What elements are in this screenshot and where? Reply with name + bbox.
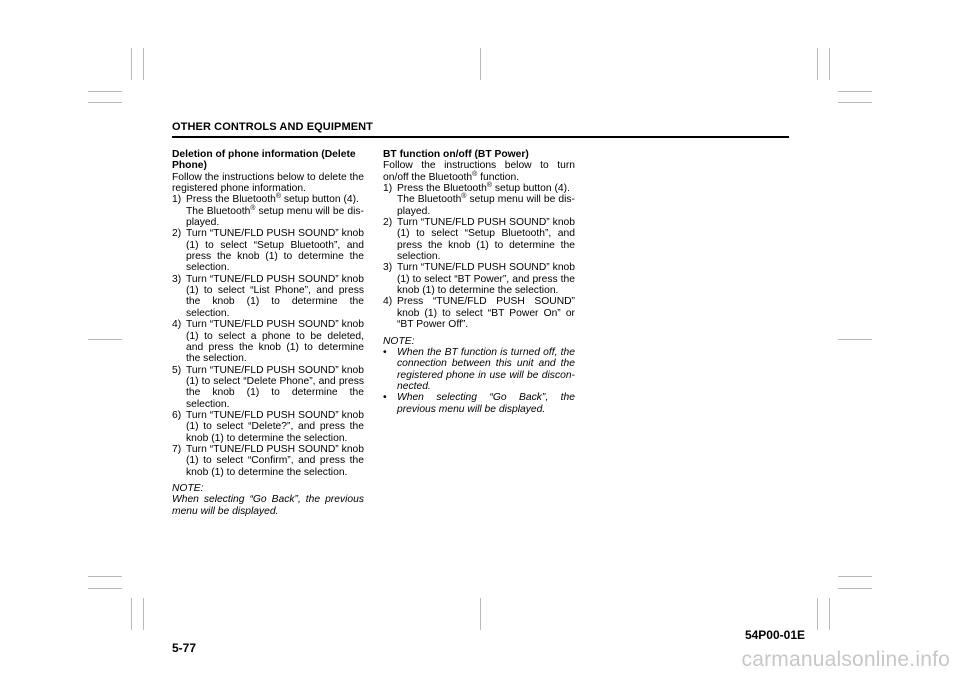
step-number: 6): [172, 409, 182, 421]
crop-mark: [88, 588, 122, 589]
crop-mark: [88, 339, 122, 340]
crop-mark: [817, 598, 818, 630]
list-item: [383, 347, 575, 392]
note-text: When selecting “Go Back”, the previous menu will be displayed.: [172, 494, 364, 517]
list-item: [172, 365, 364, 410]
step-number: 2): [383, 217, 393, 229]
bt-power-steps: [383, 183, 575, 330]
intro-text: Follow the instructions below to turn on/off the Bluetooth: [383, 160, 575, 183]
list-item: [383, 296, 575, 330]
list-item: [172, 228, 364, 273]
step-number: 7): [172, 443, 182, 455]
crop-mark: [88, 576, 122, 577]
intro-text: function.: [477, 171, 520, 183]
step-text: Press the Bluetooth: [397, 183, 487, 195]
step-number: 3): [172, 273, 182, 285]
delete-phone-steps: [172, 194, 364, 478]
step-text: Turn “TUNE/FLD PUSH SOUND” knob (1) to select “Setup Bluetooth”, and press the knob (1) to determine the selection.: [186, 228, 364, 274]
step-text: Turn “TUNE/FLD PUSH SOUND” knob (1) to select “Delete Phone”, and press the knob (1) to determine the selection.: [186, 364, 364, 410]
list-item: [383, 392, 575, 415]
bt-power-intro: [383, 160, 575, 183]
left-column: [172, 149, 364, 517]
step-number: 5): [172, 364, 182, 376]
step-number: 4): [383, 296, 393, 308]
note-text: When the BT function is turned off, the connection between this unit and the registered phone in use will be discon-nected.: [397, 346, 575, 392]
step-text: Press the Bluetooth: [186, 194, 276, 206]
list-item: [172, 444, 364, 478]
header-rule: [172, 136, 789, 138]
crop-mark: [480, 598, 481, 630]
step-text: The Bluetooth: [186, 205, 251, 217]
crop-mark: [143, 48, 144, 80]
delete-phone-heading: Deletion of phone information (Delete Phone): [172, 149, 356, 172]
step-text: The Bluetooth: [397, 194, 462, 206]
registered-mark: ®: [472, 170, 478, 178]
bt-power-heading: BT function on/off (BT Power): [383, 149, 529, 160]
note-label: NOTE:: [172, 482, 204, 494]
list-item: [383, 183, 575, 217]
step-text: Turn “TUNE/FLD PUSH SOUND” knob (1) to select “Delete?”, and press the knob (1) to determine the selection.: [186, 409, 364, 444]
list-item: [383, 262, 575, 296]
step-text: Turn “TUNE/FLD PUSH SOUND” knob (1) to select “BT Power”, and press the knob (1) to determine the selection.: [397, 262, 575, 297]
crop-mark: [817, 48, 818, 80]
crop-mark: [88, 91, 122, 92]
crop-mark: [838, 102, 872, 103]
crop-mark: [88, 102, 122, 103]
crop-mark: [143, 598, 144, 630]
crop-mark: [838, 576, 872, 577]
crop-mark: [480, 48, 481, 80]
step-number: 4): [172, 319, 182, 331]
crop-mark: [838, 91, 872, 92]
bullet-icon: •: [383, 392, 387, 404]
delete-phone-intro: Follow the instructions below to delete the registered phone information.: [172, 171, 364, 195]
step-text: setup menu will be dis-played.: [397, 194, 575, 217]
step-text: Press “TUNE/FLD PUSH SOUND” knob (1) to select “BT Power On” or “BT Power Off”.: [397, 296, 575, 331]
step-text: Turn “TUNE/FLD PUSH SOUND” knob (1) to select a phone to be deleted, and press the knob (1) to determine the selection.: [186, 319, 364, 365]
step-number: 2): [172, 228, 182, 240]
list-item: [172, 194, 364, 228]
registered-mark: ®: [461, 193, 467, 201]
list-item: [383, 217, 575, 262]
crop-mark: [838, 339, 872, 340]
crop-mark: [838, 588, 872, 589]
step-text: setup button (4).: [492, 183, 570, 195]
step-text: Turn “TUNE/FLD PUSH SOUND” knob (1) to select “Setup Bluetooth”, and press the knob (1) to determine the selection.: [397, 217, 575, 263]
crop-mark: [829, 48, 830, 80]
page-number: 5-77: [172, 641, 197, 655]
step-text: setup menu will be dis-played.: [186, 205, 364, 229]
right-column: [383, 149, 575, 415]
crop-mark: [131, 598, 132, 630]
step-text: Turn “TUNE/FLD PUSH SOUND” knob (1) to select “List Phone”, and press the knob (1) to determine the selection.: [186, 273, 364, 319]
step-number: 3): [383, 262, 393, 274]
bullet-icon: •: [383, 346, 387, 358]
list-item: [172, 410, 364, 444]
note-list: [383, 347, 575, 415]
list-item: [172, 274, 364, 319]
registered-mark: ®: [486, 182, 493, 190]
crop-mark: [829, 598, 830, 630]
step-number: 1): [383, 183, 393, 195]
registered-mark: ®: [275, 193, 282, 201]
step-text: setup button (4).: [281, 194, 359, 206]
crop-mark: [131, 48, 132, 80]
list-item: [172, 319, 364, 364]
note-label: NOTE:: [383, 335, 415, 347]
registered-mark: ®: [250, 204, 256, 212]
note-text: When selecting “Go Back”, the previous menu will be displayed.: [397, 392, 575, 415]
step-number: 1): [172, 194, 182, 206]
document-code: 54P00-01E: [744, 628, 805, 642]
section-title: OTHER CONTROLS AND EQUIPMENT: [172, 121, 374, 133]
watermark: carmanualsonline.info: [741, 648, 950, 671]
step-text: Turn “TUNE/FLD PUSH SOUND” knob (1) to select “Confirm”, and press the knob (1) to determine the selection.: [186, 443, 364, 478]
